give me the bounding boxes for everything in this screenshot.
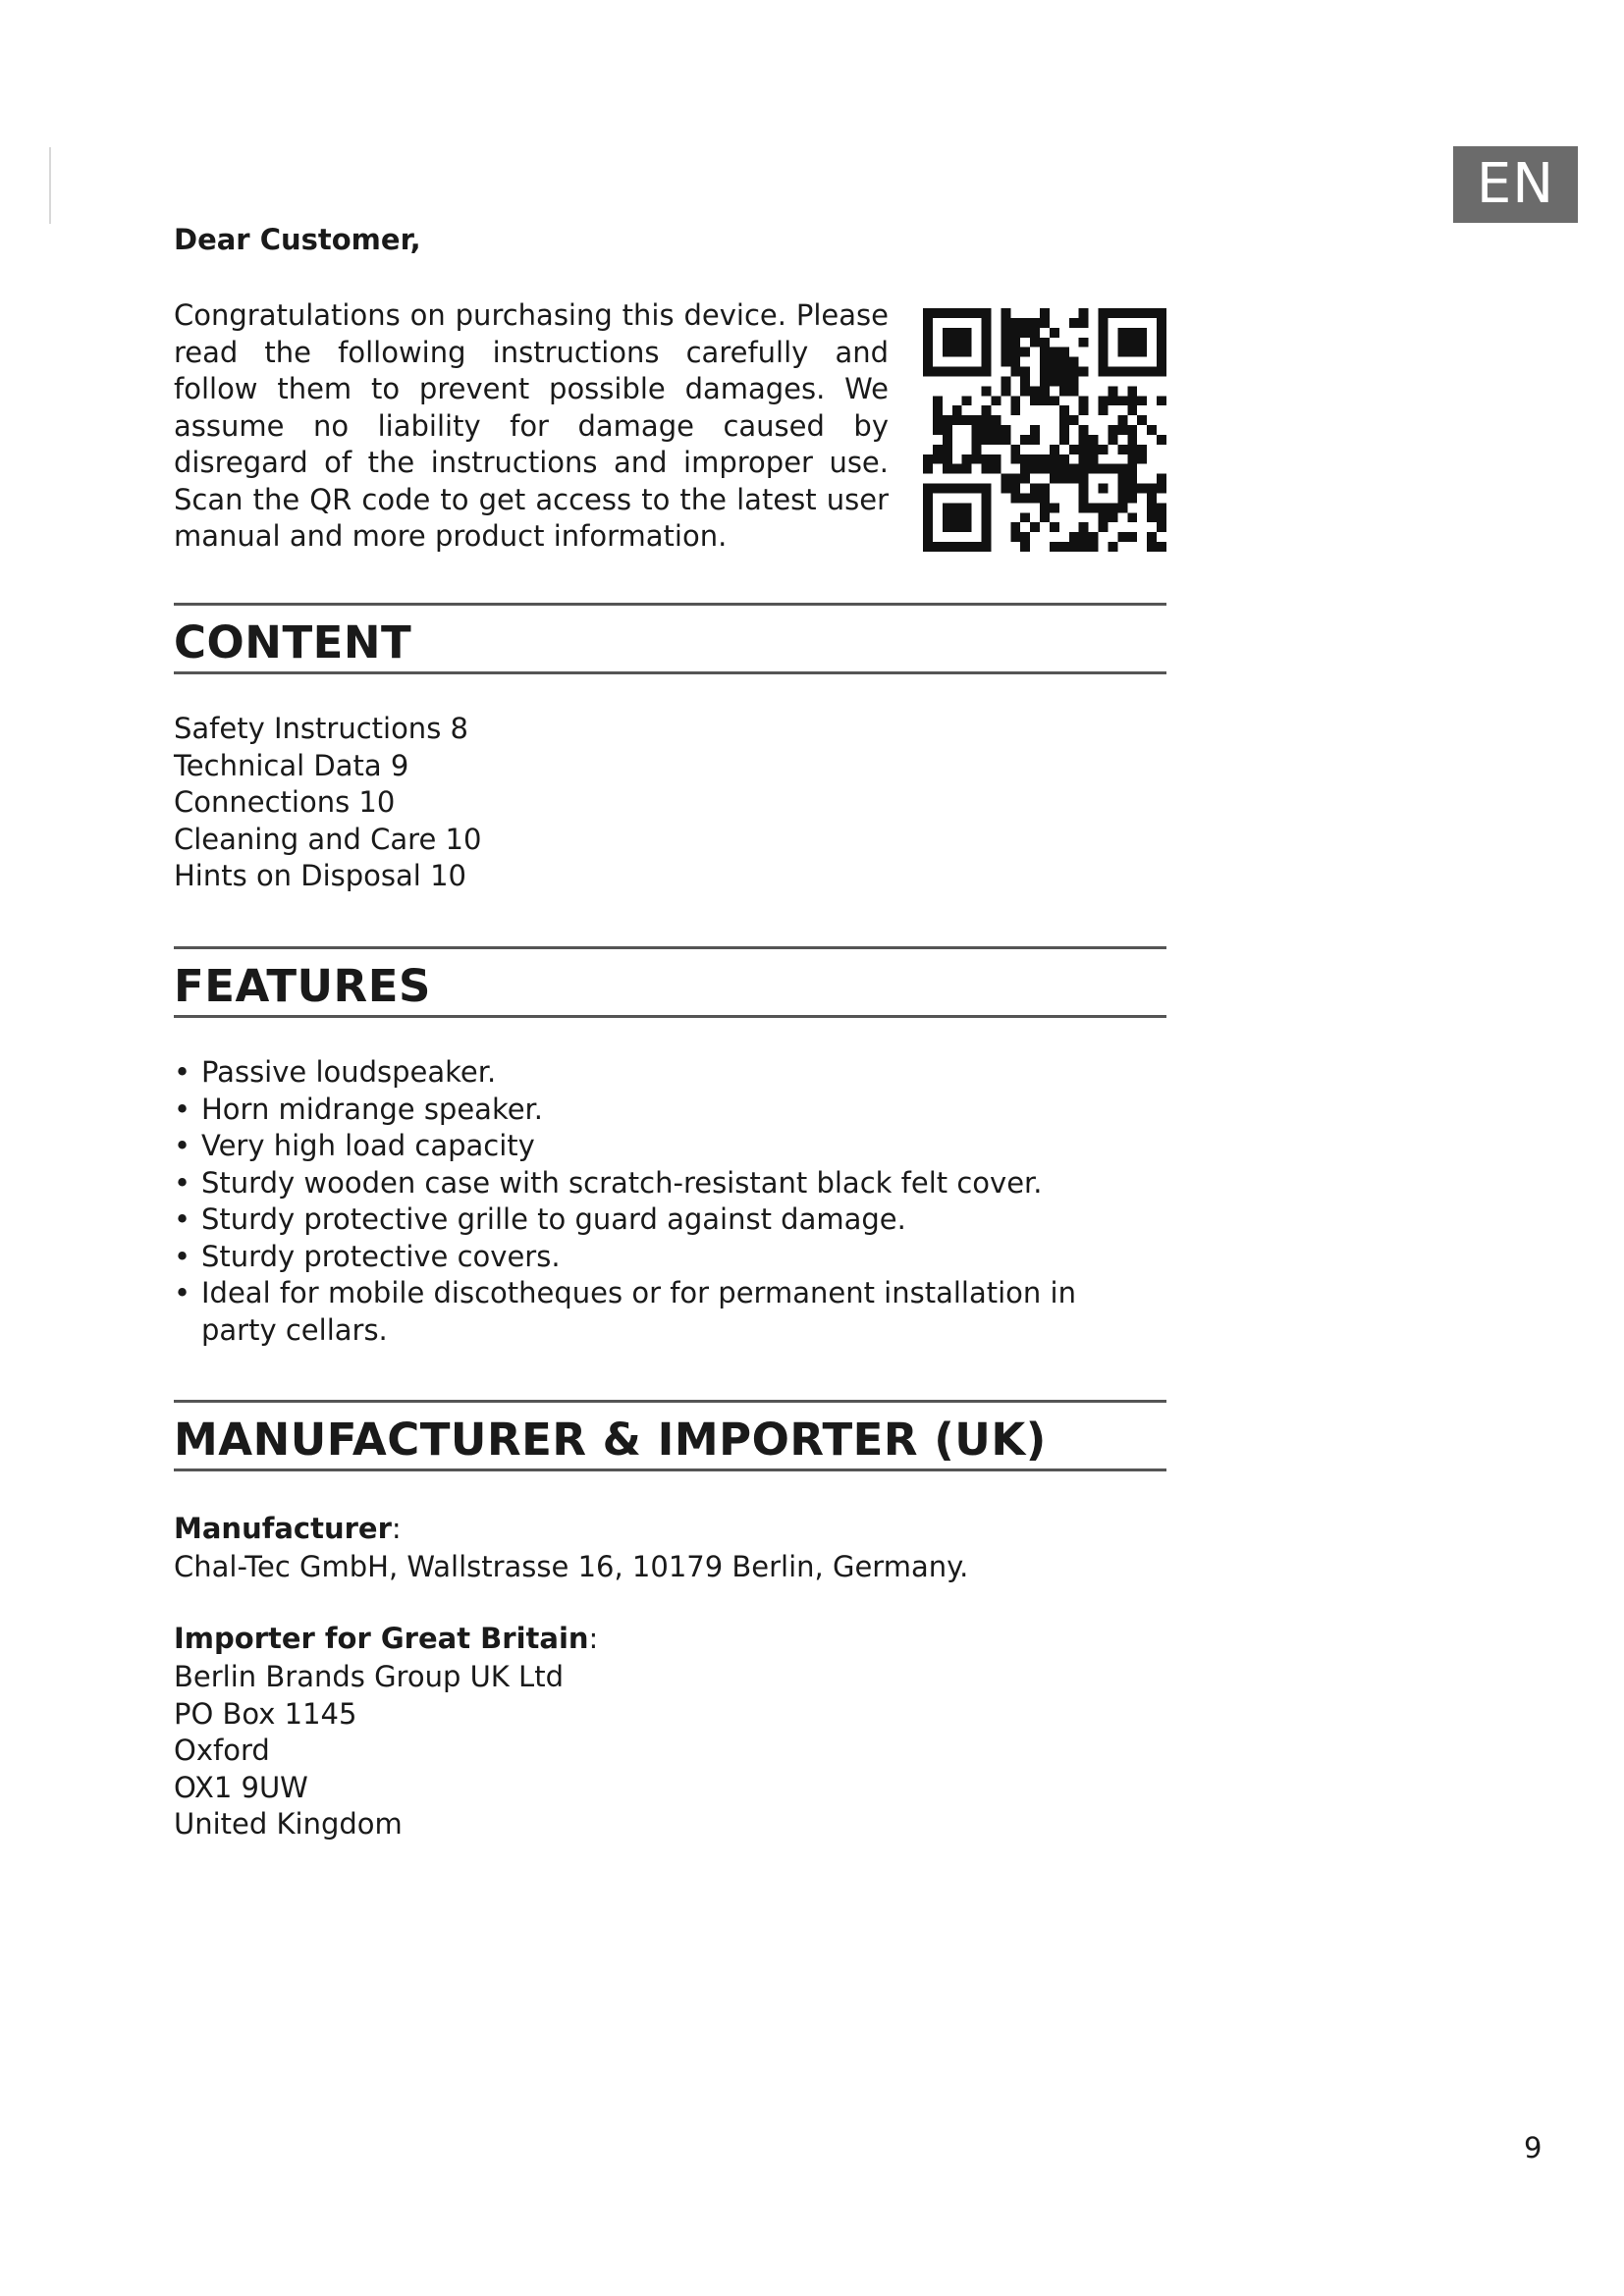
feature-item: • Ideal for mobile discotheques or for permanent installation in party cellars.: [174, 1275, 1183, 1349]
manufacturer-address: Chal-Tec GmbH, Wallstrasse 16, 10179 Berlin, Germany.: [174, 1550, 969, 1583]
section-rule-top: [174, 603, 1166, 606]
language-badge: EN: [1453, 146, 1578, 223]
qr-code-icon: [923, 308, 1166, 552]
features-heading: FEATURES: [174, 960, 431, 1012]
greeting: Dear Customer,: [174, 223, 421, 256]
feature-item: • Sturdy wooden case with scratch-resistant black felt cover.: [174, 1165, 1166, 1202]
section-rule-bottom: [174, 1015, 1166, 1018]
importer-address-line: PO Box 1145: [174, 1696, 357, 1731]
features-list: [174, 1054, 1166, 1349]
section-rule-top: [174, 946, 1166, 949]
toc-item: Connections 10: [174, 785, 396, 819]
feature-item: • Passive loudspeaker.: [174, 1054, 1166, 1092]
toc-item: Cleaning and Care 10: [174, 822, 482, 856]
section-rule-bottom: [174, 1468, 1166, 1471]
manufacturer-heading: MANUFACTURER & IMPORTER (UK): [174, 1414, 1047, 1466]
importer-address-line: United Kingdom: [174, 1807, 403, 1841]
importer-address-line: Berlin Brands Group UK Ltd: [174, 1660, 564, 1693]
toc-item: Safety Instructions 8: [174, 712, 468, 745]
content-heading: CONTENT: [174, 616, 412, 668]
table-of-contents: [174, 711, 481, 895]
importer-label: Importer for Great Britain:: [174, 1622, 599, 1655]
page-edge-divider: [49, 147, 51, 224]
importer-address-line: Oxford: [174, 1734, 270, 1767]
manufacturer-label: Manufacturer:: [174, 1512, 402, 1545]
feature-item: • Sturdy protective grille to guard against damage.: [174, 1201, 1166, 1239]
section-rule-bottom: [174, 671, 1166, 674]
toc-item: Hints on Disposal 10: [174, 859, 466, 892]
feature-item: • Horn midrange speaker.: [174, 1092, 1166, 1129]
feature-item: • Sturdy protective covers.: [174, 1239, 1166, 1276]
section-rule-top: [174, 1400, 1166, 1403]
toc-item: Technical Data 9: [174, 748, 409, 782]
importer-address-line: OX1 9UW: [174, 1770, 308, 1804]
intro-paragraph: Congratulations on purchasing this device. Please read the following instructions carefully and follow them to prevent possible damages. We assume no liability for damage caused by disregard of the instructions and improper use. Scan the QR code to get access to the latest user manual and more product information.: [174, 298, 889, 553]
page-number: 9: [1524, 2131, 1543, 2164]
importer-address: [174, 1659, 564, 1843]
feature-item: • Very high load capacity: [174, 1128, 1166, 1165]
